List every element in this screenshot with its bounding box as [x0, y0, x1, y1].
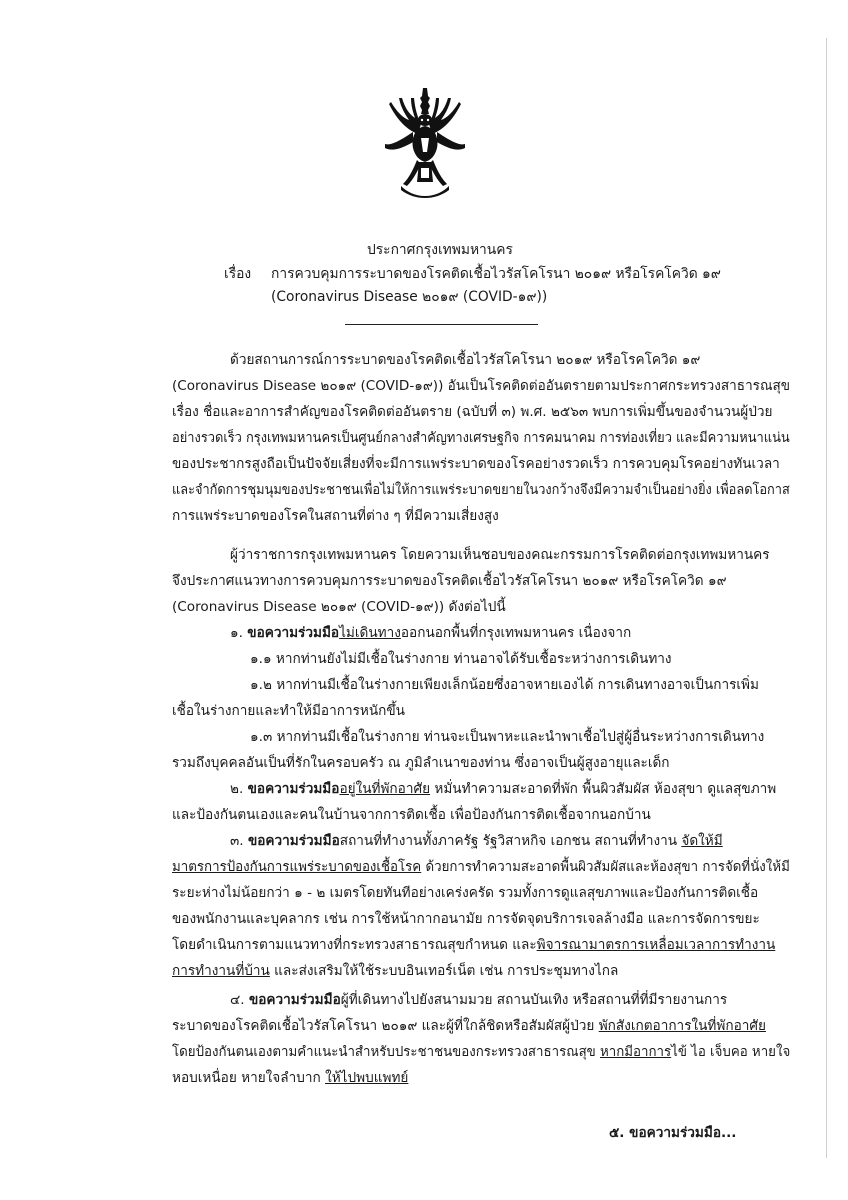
garuda-emblem-icon: [383, 86, 467, 198]
para1-line-7: การแพร่ระบาดของโรคในสถานที่ต่าง ๆ ที่มีความเสี่ยงสูง: [172, 508, 499, 524]
section-3-l1-underlined: จัดให้มี: [681, 833, 723, 849]
para2-line-1: ผู้ว่าราชการกรุงเทพมหานคร โดยความเห็นชอบของคณะกรรมการโรคติดต่อกรุงเทพมหานคร: [230, 547, 770, 563]
section-2-heading: [230, 781, 776, 798]
section-4-l3-rest: ไข้ ไอ เจ็บคอ หายใจ: [671, 1044, 791, 1060]
section-4-l2-pre: ระบาดของโรคติดเชื้อไวรัสโคโรนา ๒๐๑๙ และผู้ที่ใกล้ชิดหรือสัมผัสผู้ป่วย: [172, 1018, 595, 1034]
section-4-l3-pre: โดยป้องกันตนเองตามคำแนะนำสำหรับประชาชนของกระทรวงสาธารณสุข: [172, 1044, 596, 1060]
section-1-3-line-2: รวมถึงบุคคลอันเป็นที่รักในครอบครัว ณ ภูมิลำเนาของท่าน ซึ่งอาจเป็นผู้สูงอายุและเด็ก: [172, 755, 670, 771]
para1-line-3: เรื่อง ชื่อและอาการสำคัญของโรคติดต่ออันตราย (ฉบับที่ ๓) พ.ศ. ๒๕๖๓ พบการเพิ่มขึ้นของจำนวนผู้ป่วย: [172, 404, 773, 420]
subject-line-1: การควบคุมการระบาดของโรคติดเชื้อไวรัสโคโรนา ๒๐๑๙ หรือโรคโควิด ๑๙: [271, 266, 721, 282]
section-3-bold: ขอความร่วมมือ: [247, 833, 340, 849]
section-2-number: ๒.: [230, 781, 244, 797]
section-3-l1-rest: สถานที่ทำงานทั้งภาครัฐ รัฐวิสาหกิจ เอกชน สถานที่ทำงาน: [339, 833, 678, 849]
section-3-l2-underlined: มาตรการป้องกันการแพร่ระบาดของเชื้อโรค: [172, 859, 422, 875]
section-4-l3-underlined: หากมีอาการ: [600, 1044, 672, 1060]
section-1-1: ๑.๑ หากท่านยังไม่มีเชื้อในร่างกาย ท่านอาจได้รับเชื้อระหว่างการเดินทาง: [250, 651, 672, 667]
section-4-l2-underlined: พักสังเกตอาการในที่พักอาศัย: [598, 1018, 766, 1034]
continued-marker: ๕. ขอความร่วมมือ...: [609, 1125, 737, 1141]
section-4-l1-rest: ผู้ที่เดินทางไปยังสนามมวย สถานบันเทิง หรือสถานที่ที่มีรายงานการ: [340, 992, 728, 1008]
subject-line-2: (Coronavirus Disease ๒๐๑๙ (COVID-๑๙)): [271, 289, 548, 305]
para1-line-5: ของประชากรสูงถือเป็นปัจจัยเสี่ยงที่จะมีการแพร่ระบาดของโรคอย่างรวดเร็ว การควบคุมโรคอย่างทันเวลา: [172, 456, 780, 472]
section-3-line-6: [172, 963, 618, 980]
page-edge-line: [826, 38, 827, 1158]
para1-line-4: อย่างรวดเร็ว กรุงเทพมหานครเป็นศูนย์กลางสำคัญทางเศรษฐกิจ การคมนาคม การท่องเที่ยว และมีความหนาแน่น: [172, 430, 790, 446]
section-3-l5-pre: โดยดำเนินการตามแนวทางที่กระทรวงสาธารณสุขกำหนด และ: [172, 937, 537, 953]
section-1-2-line-2: เชื้อในร่างกายและทำให้มีอาการหนักขึ้น: [172, 703, 405, 719]
section-3-line-4: ของพนักงานและบุคลากร เช่น การใช้หน้ากากอนามัย การจัดจุดบริการเจลล้างมือ และการจัดการขยะ: [172, 911, 760, 927]
section-4-line-1: [230, 992, 727, 1009]
section-1-rest: ออกนอกพื้นที่กรุงเทพมหานคร เนื่องจาก: [400, 625, 632, 641]
section-4-line-3: [172, 1044, 790, 1061]
para1-line-1: ด้วยสถานการณ์การระบาดของโรคติดเชื้อไวรัสโคโรนา ๒๐๑๙ หรือโรคโควิด ๑๙: [230, 352, 701, 368]
header-divider: [345, 324, 538, 325]
section-4-bold: ขอความร่วมมือ: [248, 992, 341, 1008]
section-4-line-2: [172, 1018, 766, 1035]
section-1-heading: [230, 625, 631, 642]
section-4-number: ๔.: [230, 992, 245, 1008]
section-2-bold: ขอความร่วมมือ: [247, 781, 340, 797]
section-3-l2-rest: ด้วยการทำความสะอาดพื้นผิวสัมผัสและห้องสุขา การจัดที่นั่งให้มี: [425, 859, 790, 875]
section-4-l4-underlined: ให้ไปพบแพทย์: [325, 1070, 409, 1086]
section-4-l4-pre: หอบเหนื่อย หายใจลำบาก: [172, 1070, 321, 1086]
para1-line-6: และจำกัดการชุมนุมของประชาชนเพื่อไม่ให้การแพร่ระบาดขยายในวงกว้างจึงมีความจำเป็นอย่างยิ่ง เพื่อลดโอกาส: [172, 482, 790, 498]
section-2-underlined: อยู่ในที่พักอาศัย: [339, 781, 431, 797]
section-4-line-4: [172, 1070, 408, 1087]
section-3-line-2: [172, 859, 790, 876]
section-3-l6-underlined: การทำงานที่บ้าน: [172, 963, 270, 979]
section-2-rest: หมั่นทำความสะอาดที่พัก พื้นผิวสัมผัส ห้องสุขา ดูแลสุขภาพ: [434, 781, 777, 797]
section-1-bold: ขอความร่วมมือ: [247, 625, 340, 641]
section-2-line-2: และป้องกันตนเองและคนในบ้านจากการติดเชื้อ เพื่อป้องกันการติดเชื้อจากนอกบ้าน: [172, 807, 651, 823]
section-1-underlined: ไม่เดินทาง: [339, 625, 401, 641]
section-3-line-5: [172, 937, 775, 954]
section-1-3-line-1: ๑.๓ หากท่านมีเชื้อในร่างกาย ท่านจะเป็นพาหะและนำพาเชื้อไปสู่ผู้อื่นระหว่างการเดินทาง: [250, 729, 765, 745]
section-3-l6-rest: และส่งเสริมให้ใช้ระบบอินเทอร์เน็ต เช่น การประชุมทางไกล: [274, 963, 619, 979]
para1-line-2: (Coronavirus Disease ๒๐๑๙ (COVID-๑๙)) อันเป็นโรคติดต่ออันตรายตามประกาศกระทรวงสาธารณสุข: [172, 378, 791, 394]
para2-line-2: จึงประกาศแนวทางการควบคุมการระบาดของโรคติดเชื้อไวรัสโคโรนา ๒๐๑๙ หรือโรคโควิด ๑๙: [172, 573, 727, 589]
section-3-number: ๓.: [230, 833, 244, 849]
subject-label: เรื่อง: [224, 266, 252, 282]
section-1-2-line-1: ๑.๒ หากท่านมีเชื้อในร่างกายเพียงเล็กน้อยซึ่งอาจหายเองได้ การเดินทางอาจเป็นการเพิ่ม: [250, 677, 759, 693]
section-1-number: ๑.: [230, 625, 243, 641]
section-3-line-3: ระยะห่างไม่น้อยกว่า ๑ - ๒ เมตรโดยทันทีอย่างเคร่งครัด รวมทั้งการดูแลสุขภาพและป้องกันการติดเชื้อ: [172, 885, 759, 901]
section-3-l5-underlined: พิจารณามาตรการเหลื่อมเวลาการทำงาน: [536, 937, 776, 953]
section-3-line-1: [230, 833, 723, 850]
issuer-title: ประกาศกรุงเทพมหานคร: [367, 242, 513, 258]
para2-line-3: (Coronavirus Disease ๒๐๑๙ (COVID-๑๙)) ดังต่อไปนี้: [172, 599, 506, 615]
